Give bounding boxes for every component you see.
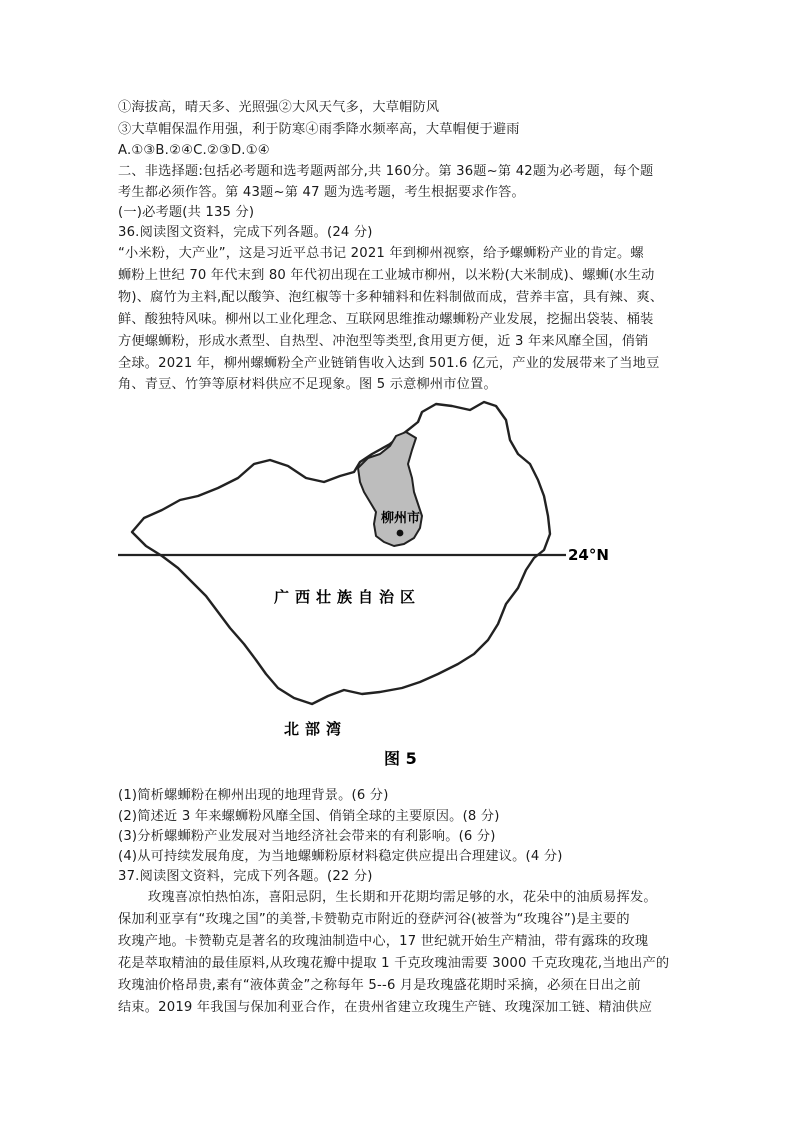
required-section-title: (一)必考题(共 135 分) bbox=[118, 205, 255, 220]
q37-para-line: 玫瑰油价格昂贵,素有“液体黄金”之称每年 5--6 月是玫瑰盛花期时采摘，必须在日出之前 bbox=[118, 978, 641, 993]
q36-para-line: 蛳粉上世纪 70 年代末到 80 年代初出现在工业城市柳州，以米粉(大米制成)、螺蛳(水生动 bbox=[118, 268, 655, 283]
gulf-label: 北部湾 bbox=[284, 720, 348, 738]
q36-subquestion-2: (2)简述近 3 年来螺蛳粉风靡全国、俏销全球的主要原因。(8 分) bbox=[118, 809, 500, 824]
liuzhou-city-dot bbox=[397, 530, 404, 537]
q36-para-line: 角、青豆、竹笋等原材料供应不足现象。图 5 示意柳州市位置。 bbox=[118, 377, 497, 392]
q36-title: 36.阅读图文资料，完成下列各题。(24 分) bbox=[118, 225, 373, 240]
q36-para-line: 方便螺蛳粉，形成水煮型、自热型、冲泡型等类型,食用更方便，近 3 年来风靡全国，俏销 bbox=[118, 334, 649, 349]
q37-para-line: 玫瑰产地。卡赞勒克是著名的玫瑰油制造中心，17 世纪就开始生产精油，带有露珠的玫瑰 bbox=[118, 934, 649, 949]
liuzhou-label: 柳州市 bbox=[381, 511, 421, 526]
q37-para-line: 玫瑰喜凉怕热怕冻，喜阳忌阴，生长期和开花期均需足够的水，花朵中的油质易挥发。 bbox=[148, 890, 657, 905]
q36-para-line: “小米粉，大产业”，这是习近平总书记 2021 年到柳州视察，给予螺蛳粉产业的肯定。螺 bbox=[118, 246, 644, 261]
map-svg bbox=[118, 392, 684, 782]
q36-subquestion-1: (1)简析螺蛳粉在柳州出现的地理背景。(6 分) bbox=[118, 788, 389, 803]
guangxi-outline bbox=[132, 402, 550, 704]
q37-para-line: 结束。2019 年我国与保加利亚合作，在贵州省建立玫瑰生产链、玫瑰深加工链、精油供应 bbox=[118, 1000, 653, 1015]
q36-para-line: 鲜、酸独特风味。柳州以工业化理念、互联网思维推动螺蛳粉产业发展，挖掘出袋装、桶装 bbox=[118, 312, 654, 327]
q36-para-line: 物)、腐竹为主料,配以酸笋、泡红椒等十多种辅料和佐料制做而成，营养丰富，具有辣、爽、 bbox=[118, 290, 664, 305]
q36-para-line: 全球。2021 年，柳州螺蛳粉全产业链销售收入达到 501.6 亿元，产业的发展带来了当地豆 bbox=[118, 356, 660, 371]
figure-caption: 图 5 bbox=[384, 749, 417, 768]
q36-subquestion-4: (4)从可持续发展角度，为当地螺蛳粉原材料稳定供应提出合理建议。(4 分) bbox=[118, 849, 563, 864]
latitude-label: 24°N bbox=[568, 546, 609, 564]
option-line-2: ③大草帽保温作用强，利于防寒④雨季降水频率高，大草帽便于避雨 bbox=[118, 122, 520, 137]
region-label: 广西壮族自治区 bbox=[274, 588, 422, 606]
q37-title: 37.阅读图文资料，完成下列各题。(22 分) bbox=[118, 869, 373, 884]
q36-subquestion-3: (3)分析螺蛳粉产业发展对当地经济社会带来的有利影响。(6 分) bbox=[118, 829, 496, 844]
option-line-1: ①海拔高，晴天多、光照强②大风天气多，大草帽防风 bbox=[118, 100, 440, 115]
answer-choices: A.①③B.②④C.②③D.①④ bbox=[118, 143, 270, 158]
section-header-line-2: 考生都必须作答。第 43题~第 47 题为选考题，考生根据要求作答。 bbox=[118, 185, 525, 200]
q37-para-line: 保加利亚享有“玫瑰之国”的美誉,卡赞勒克市附近的登萨河谷(被誉为“玫瑰谷”)是主要的 bbox=[118, 912, 630, 927]
section-header-line-1: 二、非选择题:包括必考题和选考题两部分,共 160分。第 36题~第 42题为必考题，每个题 bbox=[118, 164, 654, 179]
q37-para-line: 花是萃取精油的最佳原料,从玫瑰花瓣中提取 1 千克玫瑰油需要 3000 千克玫瑰花,当地出产的 bbox=[118, 956, 670, 971]
figure-5-map bbox=[118, 392, 684, 782]
